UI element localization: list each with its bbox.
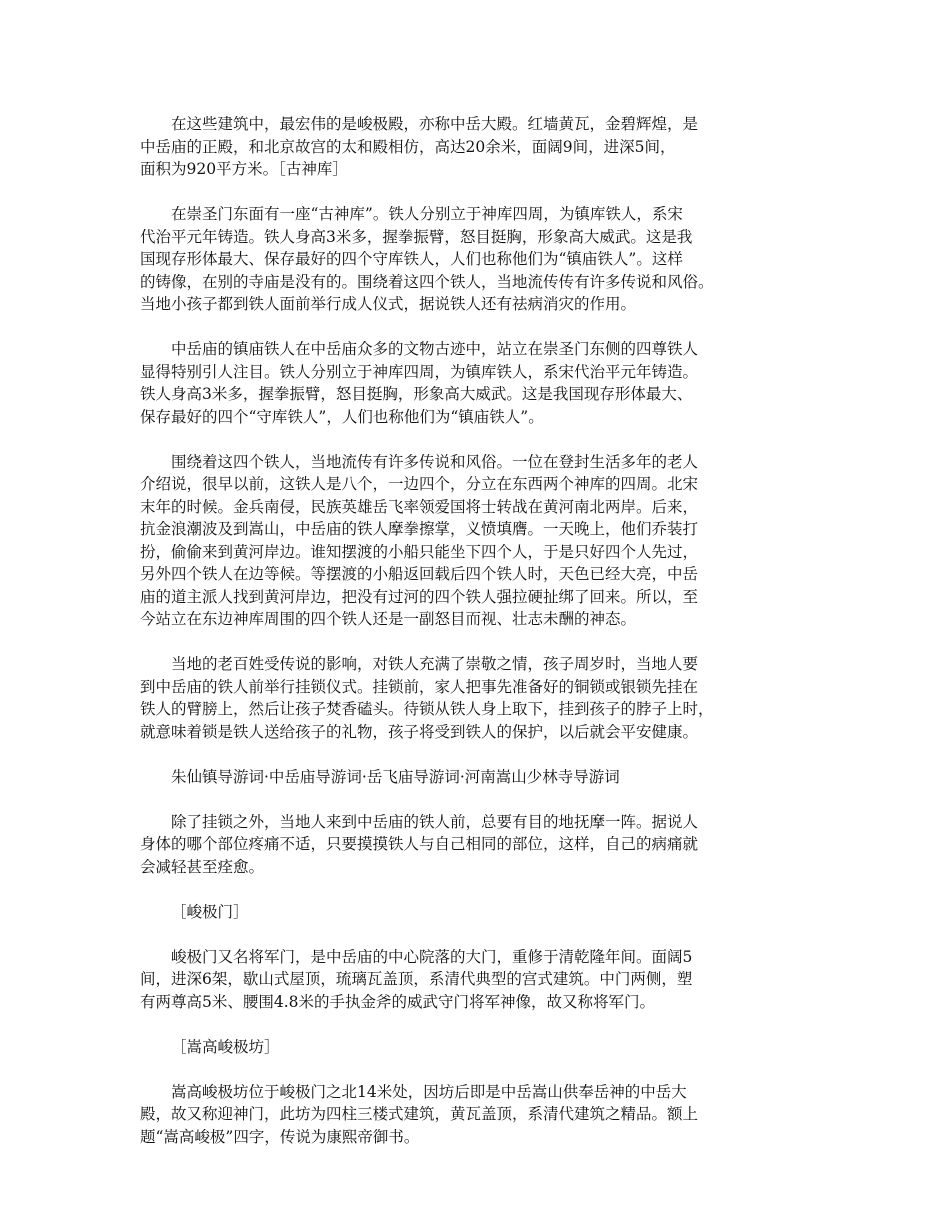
text-line: 庙的道主派人找到黄河岸边，把没有过河的四个铁人强拉硬扯绑了回来。所以，至	[140, 587, 699, 606]
text-line: 在这些建筑中，最宏伟的是峻极殿，亦称中岳大殿。红墙黄瓦，金碧辉煌，是	[171, 115, 699, 133]
paragraph-songgao-archway	[140, 1081, 800, 1149]
text-line: 身体的哪个部位疼痛不适，只要摸摸铁人与自己相同的部位，这样，自己的病痛就	[140, 835, 699, 853]
paragraph-junji-gate	[140, 946, 800, 1014]
text-line: 铁人身高3米多，握拳振臂，怒目挺胸，形象高大威武。这是我国现存形体最大、	[140, 385, 693, 403]
text-line: 末年的时候。金兵南侵，民族英雄岳飞率领爱国将士转战在黄河南北两岸。后来，	[140, 497, 699, 516]
text-line: 在崇圣门东面有一座“古神库”。铁人分别立于神库四周，为镇库铁人，系宋	[171, 205, 683, 223]
text-line: 中岳庙的镇庙铁人在中岳庙众多的文物古迹中，站立在崇圣门东侧的四尊铁人	[171, 340, 699, 358]
text-line: 扮，偷偷来到黄河岸边。谁知摆渡的小船只能坐下四个人，于是只好四个人先过，	[140, 542, 699, 561]
text-line: 题“嵩高峻极”四字，传说为康熙帝御书。	[140, 1127, 420, 1146]
text-line: 介绍说，很早以前，这铁人是八个，一边四个，分立在东西两个神库的四周。北宋	[140, 475, 699, 493]
text-line: 的铸像，在别的寺庙是没有的。围绕着这四个铁人，当地流传传有许多传说和风俗。	[140, 272, 714, 291]
text-line: 嵩高峻极坊位于峻极门之北14米处，因坊后即是中岳嵩山供奉岳神的中岳大	[171, 1082, 687, 1101]
text-line: 间，进深6架，歇山式屋顶，琉璃瓦盖顶，系清代典型的宫式建筑。中门两侧，塑	[140, 970, 693, 988]
text-line: 显得特别引人注目。铁人分别立于神库四周，为镇库铁人，系宋代治平元年铸造。	[140, 362, 699, 381]
text-line: 当地小孩子都到铁人面前举行成人仪式，据说铁人还有祛病消灾的作用。	[140, 295, 637, 313]
text-line: 铁人的臂膀上，然后让孩子焚香磕头。待锁从铁人身上取下，挂到孩子的脖子上时，	[140, 700, 714, 718]
text-line: 中岳庙的正殿，和北京故宫的太和殿相仿，高达20余米，面阔9间，进深5间，	[140, 137, 676, 156]
heading-line: ［峻极门］	[171, 902, 249, 921]
heading-line: ［嵩高峻极坊］	[171, 1037, 280, 1056]
text-line: 朱仙镇导游词·中岳庙导游词·岳飞庙导游词·河南嵩山少林寺导游词	[171, 767, 620, 786]
text-line: 就意味着锁是铁人送给孩子的礼物，孩子将受到铁人的保护，以后就会平安健康。	[140, 722, 699, 741]
text-line: 代治平元年铸造。铁人身高3米多，握拳振臂，怒目挺胸，形象高大威武。这是我	[140, 227, 693, 246]
paragraph-ancient-shrine-storehouse	[140, 203, 800, 316]
paragraph-lock-ceremony	[140, 653, 800, 743]
text-line: 另外四个铁人在边等候。等摆渡的小船返回载后四个铁人时，天色已经大亮，中岳	[140, 565, 699, 583]
section-heading-songgao-archway	[140, 1036, 800, 1059]
paragraph-related-links	[140, 766, 800, 789]
text-line: 面积为920平方米。［古神库］	[140, 160, 348, 178]
text-line: 峻极门又名将军门，是中岳庙的中心院落的大门，重修于清乾隆年间。面阔5	[171, 947, 693, 966]
text-line: 有两尊高5米、腰围4.8米的手执金斧的威武守门将军神像，故又称将军门。	[140, 992, 656, 1011]
section-heading-junji-gate	[140, 901, 800, 924]
paragraph-junji-hall	[140, 113, 800, 181]
text-line: 会减轻甚至痊愈。	[140, 857, 265, 876]
text-line: 抗金浪潮波及到嵩山，中岳庙的铁人摩拳擦掌，义愤填膺。一天晚上，他们乔装打	[140, 520, 699, 538]
document-body	[140, 113, 800, 1171]
paragraph-iron-guardians	[140, 338, 800, 428]
text-line: 保存最好的四个“守库铁人”，人们也称他们为“镇庙铁人”。	[140, 407, 544, 426]
paragraph-legend	[140, 451, 800, 631]
text-line: 国现存形体最大、保存最好的四个守库铁人，人们也称他们为“镇庙铁人”。这样	[140, 250, 683, 268]
text-line: 除了挂锁之外，当地人来到中岳庙的铁人前，总要有目的地抚摩一阵。据说人	[171, 812, 699, 831]
text-line: 殿，故又称迎神门，此坊为四柱三楼式建筑，黄瓦盖顶，系清代建筑之精品。额上	[140, 1105, 699, 1123]
text-line: 今站立在东边神库周围的四个铁人还是一副怒目而视、壮志未酬的神态。	[140, 610, 637, 628]
text-line: 当地的老百姓受传说的影响，对铁人充满了崇敬之情，孩子周岁时，当地人要	[171, 655, 699, 673]
text-line: 围绕着这四个铁人，当地流传有许多传说和风俗。一位在登封生活多年的老人	[171, 452, 699, 471]
paragraph-touching-custom	[140, 811, 800, 879]
text-line: 到中岳庙的铁人前举行挂锁仪式。挂锁前，家人把事先准备好的铜锁或银锁先挂在	[140, 677, 699, 696]
